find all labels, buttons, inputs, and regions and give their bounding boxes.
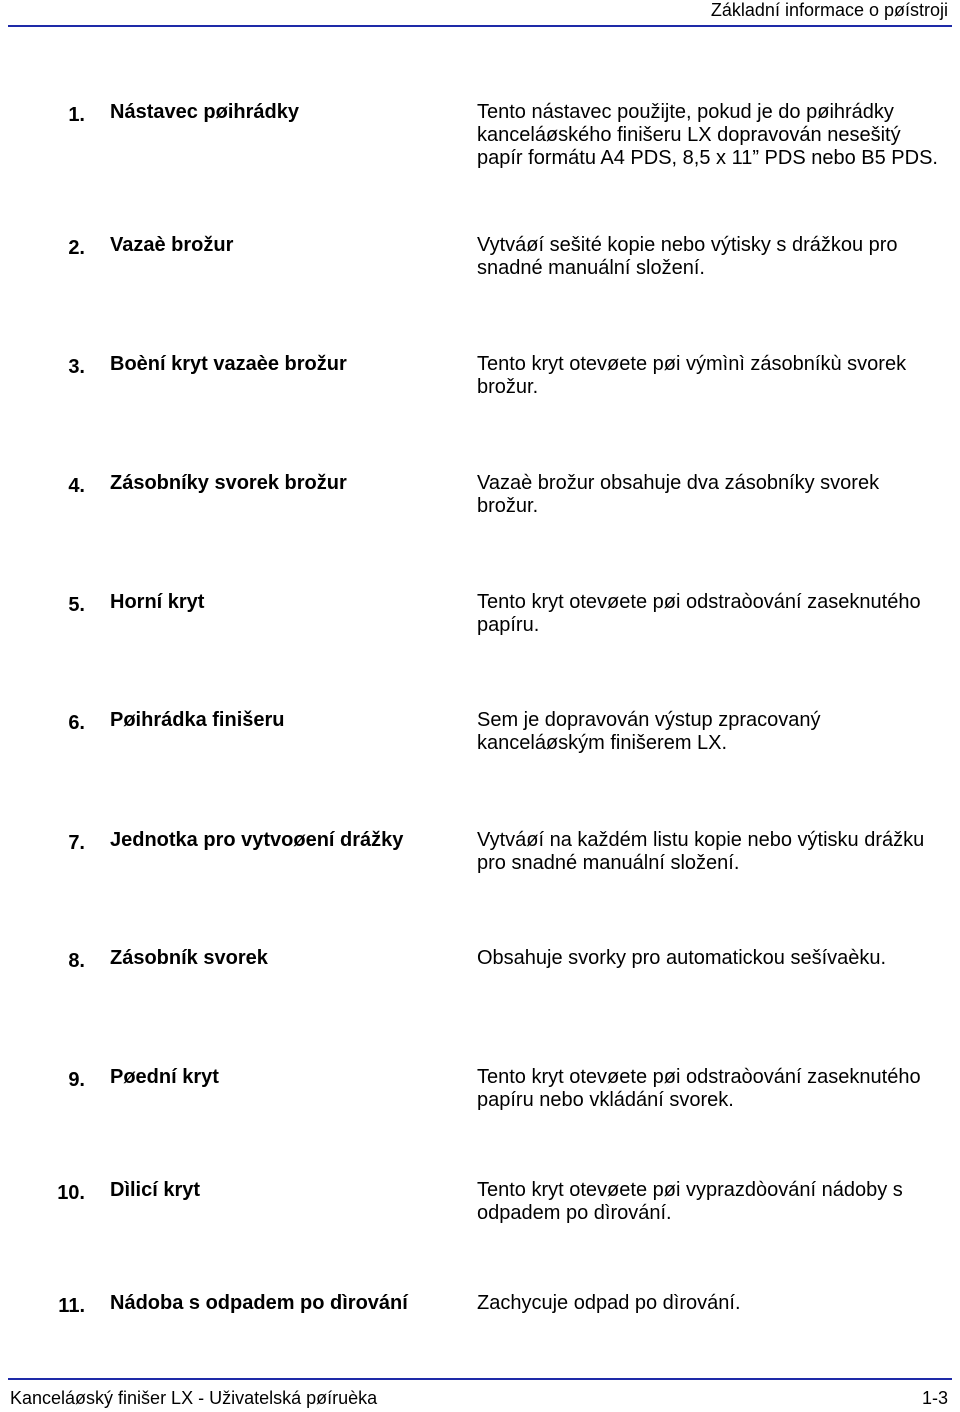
item-description: Tento kryt otevøete pøi odstraòování zaseknutého papíru. [477, 591, 921, 636]
item-description: Obsahuje svorky pro automatickou sešívaèku. [477, 947, 887, 969]
running-header: Základní informace o pøístroji [710, 0, 948, 20]
item-description: Vazaè brožur obsahuje dva zásobníky svorek brožur. [477, 472, 880, 517]
item-number: 7. [68, 832, 85, 854]
item-name: Boèní kryt vazaèe brožur [110, 353, 347, 375]
item-description: Tento nástavec použijte, pokud je do pøihrádky kanceláøského finišeru LX dopravován nesešitý papír formátu A4 PDS, 8,5 x 11” PDS nebo B5 PDS. [477, 101, 938, 169]
item-name: Nástavec pøihrádky [110, 101, 299, 123]
item-description: Sem je dopravován výstup zpracovaný kanceláøským finišerem LX. [477, 709, 821, 754]
footer-rule [8, 1378, 952, 1380]
item-name: Pøihrádka finišeru [110, 709, 285, 731]
item-number: 1. [68, 104, 85, 126]
page-number: 1-3 [921, 1388, 948, 1408]
item-number: 6. [68, 712, 85, 734]
item-number: 9. [68, 1069, 85, 1091]
item-number: 11. [58, 1295, 85, 1317]
item-number: 4. [68, 475, 85, 497]
item-description: Tento kryt otevøete pøi odstraòování zaseknutého papíru nebo vkládání svorek. [477, 1066, 921, 1111]
footer-title: Kanceláøský finišer LX - Uživatelská pøíruèka [10, 1388, 378, 1408]
item-name: Dìlicí kryt [110, 1179, 201, 1201]
item-description: Vytváøí na každém listu kopie nebo výtisku drážku pro snadné manuální složení. [477, 829, 925, 874]
item-name: Zásobníky svorek brožur [110, 472, 347, 494]
item-name: Vazaè brožur [110, 234, 234, 256]
header-rule [8, 25, 952, 27]
item-number: 3. [68, 356, 85, 378]
item-number: 2. [68, 237, 85, 259]
item-number: 8. [68, 950, 85, 972]
item-name: Zásobník svorek [110, 947, 268, 969]
item-name: Pøední kryt [110, 1066, 219, 1088]
item-name: Nádoba s odpadem po dìrování [110, 1292, 408, 1314]
item-description: Tento kryt otevøete pøi vyprazdòování nádoby s odpadem po dìrování. [477, 1179, 903, 1224]
item-name: Jednotka pro vytvoøení drážky [110, 829, 404, 851]
item-description: Vytváøí sešité kopie nebo výtisky s drážkou pro snadné manuální složení. [477, 234, 898, 279]
item-description: Zachycuje odpad po dìrování. [477, 1292, 741, 1314]
item-number: 5. [68, 594, 85, 616]
item-name: Horní kryt [110, 591, 205, 613]
item-number: 10. [57, 1182, 85, 1204]
item-description: Tento kryt otevøete pøi výmìnì zásobníkù svorek brožur. [477, 353, 907, 398]
